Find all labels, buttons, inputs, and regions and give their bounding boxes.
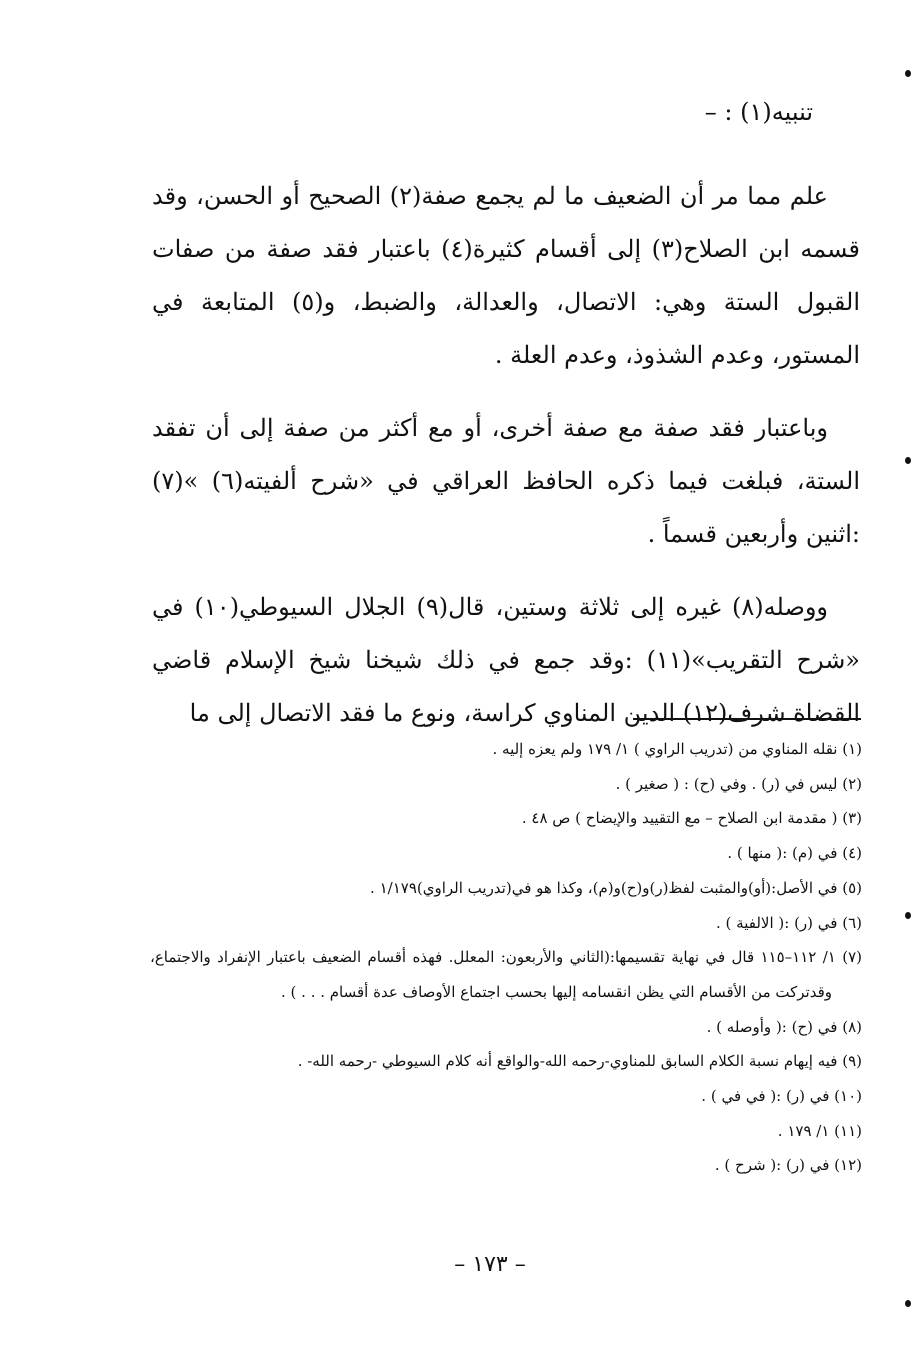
footnote-11: (١١) ١/ ١٧٩ . <box>777 1121 862 1140</box>
footnote-9: (٩) فيه إيهام نسبة الكلام السابق للمناوي-رحمه الله-والواقع أنه كلام السيوطي -رحمه الله- . <box>297 1052 862 1071</box>
section-heading: تنبيه(١) : – <box>704 98 813 126</box>
footnotes <box>150 732 862 1183</box>
footnote-3: (٣) ( مقدمة ابن الصلاح – مع التقييد والإيضاح ) ص ٤٨ . <box>521 809 862 828</box>
footnote-6: (٦) في (ر) :( الالفية ) . <box>716 913 862 932</box>
footnote-10: (١٠) في (ر) :( في في ) . <box>701 1087 862 1106</box>
footnote-12: (١٢) في (ر) :( شرح ) . <box>714 1156 862 1175</box>
paragraph-2: وباعتبار فقد صفة مع صفة أخرى، أو مع أكثر من صفة إلى أن تفقد الستة، فبلغت فيما ذكره الحافظ العراقي في «شرح ألفيته(٦) »(٧) :اثنين وأربعين قسماً . <box>152 414 860 548</box>
footnote-separator <box>633 718 861 720</box>
scan-mark <box>905 457 911 464</box>
page-number: – ١٧٣ – <box>454 1252 526 1277</box>
footnote-2: (٢) ليس في (ر) . وفي (ح) : ( صغير ) . <box>615 774 862 793</box>
paragraph-1: علم مما مر أن الضعيف ما لم يجمع صفة(٢) الصحيح أو الحسن، وقد قسمه ابن الصلاح(٣) إلى أقسام كثيرة(٤) باعتبار فقد صفة من صفات القبول الستة وهي: الاتصال، والعدالة، والضبط، و(٥) المتابعة في المستور، وعدم الشذوذ، وعدم العلة . <box>152 182 861 369</box>
footnote-1: (١) نقله المناوي من (تدريب الراوي ) ١/ ١٧٩ ولم يعزه إليه . <box>492 740 862 758</box>
scan-mark <box>905 1300 911 1307</box>
footnote-5: (٥) في الأصل:(أو)والمثبت لفظ(ر)و(ح)و(م)، وكذا هو في(تدريب الراوي)١/١٧٩ . <box>370 878 862 897</box>
main-text <box>152 170 860 740</box>
scan-mark <box>905 70 911 77</box>
footnote-7: (٧) ١/ ١١٢–١١٥ قال في نهاية تقسيمها:(الثاني والأربعون: المعلل. فهذه أقسام الضعيف باعتبار الإنفراد والاجتماع، وقدتركت من الأقسام التي يظن انقسامه إليها بحسب اجتماع الأوصاف عدة أقسام . . . ) . <box>150 948 862 1001</box>
paragraph-3: ووصله(٨) غيره إلى ثلاثة وستين، قال(٩) الجلال السيوطي(١٠) في «شرح التقريب»(١١) :وقد جمع في ذلك شيخنا شيخ الإسلام قاضي القضاة شرف(١٢) الدين المناوي كراسة، ونوع ما فقد الاتصال إلى ما <box>152 593 860 727</box>
footnote-8: (٨) في (ح) :( وأوصله ) . <box>706 1017 862 1036</box>
scan-mark <box>905 912 911 919</box>
footnote-4: (٤) في (م) :( منها ) . <box>727 844 862 863</box>
